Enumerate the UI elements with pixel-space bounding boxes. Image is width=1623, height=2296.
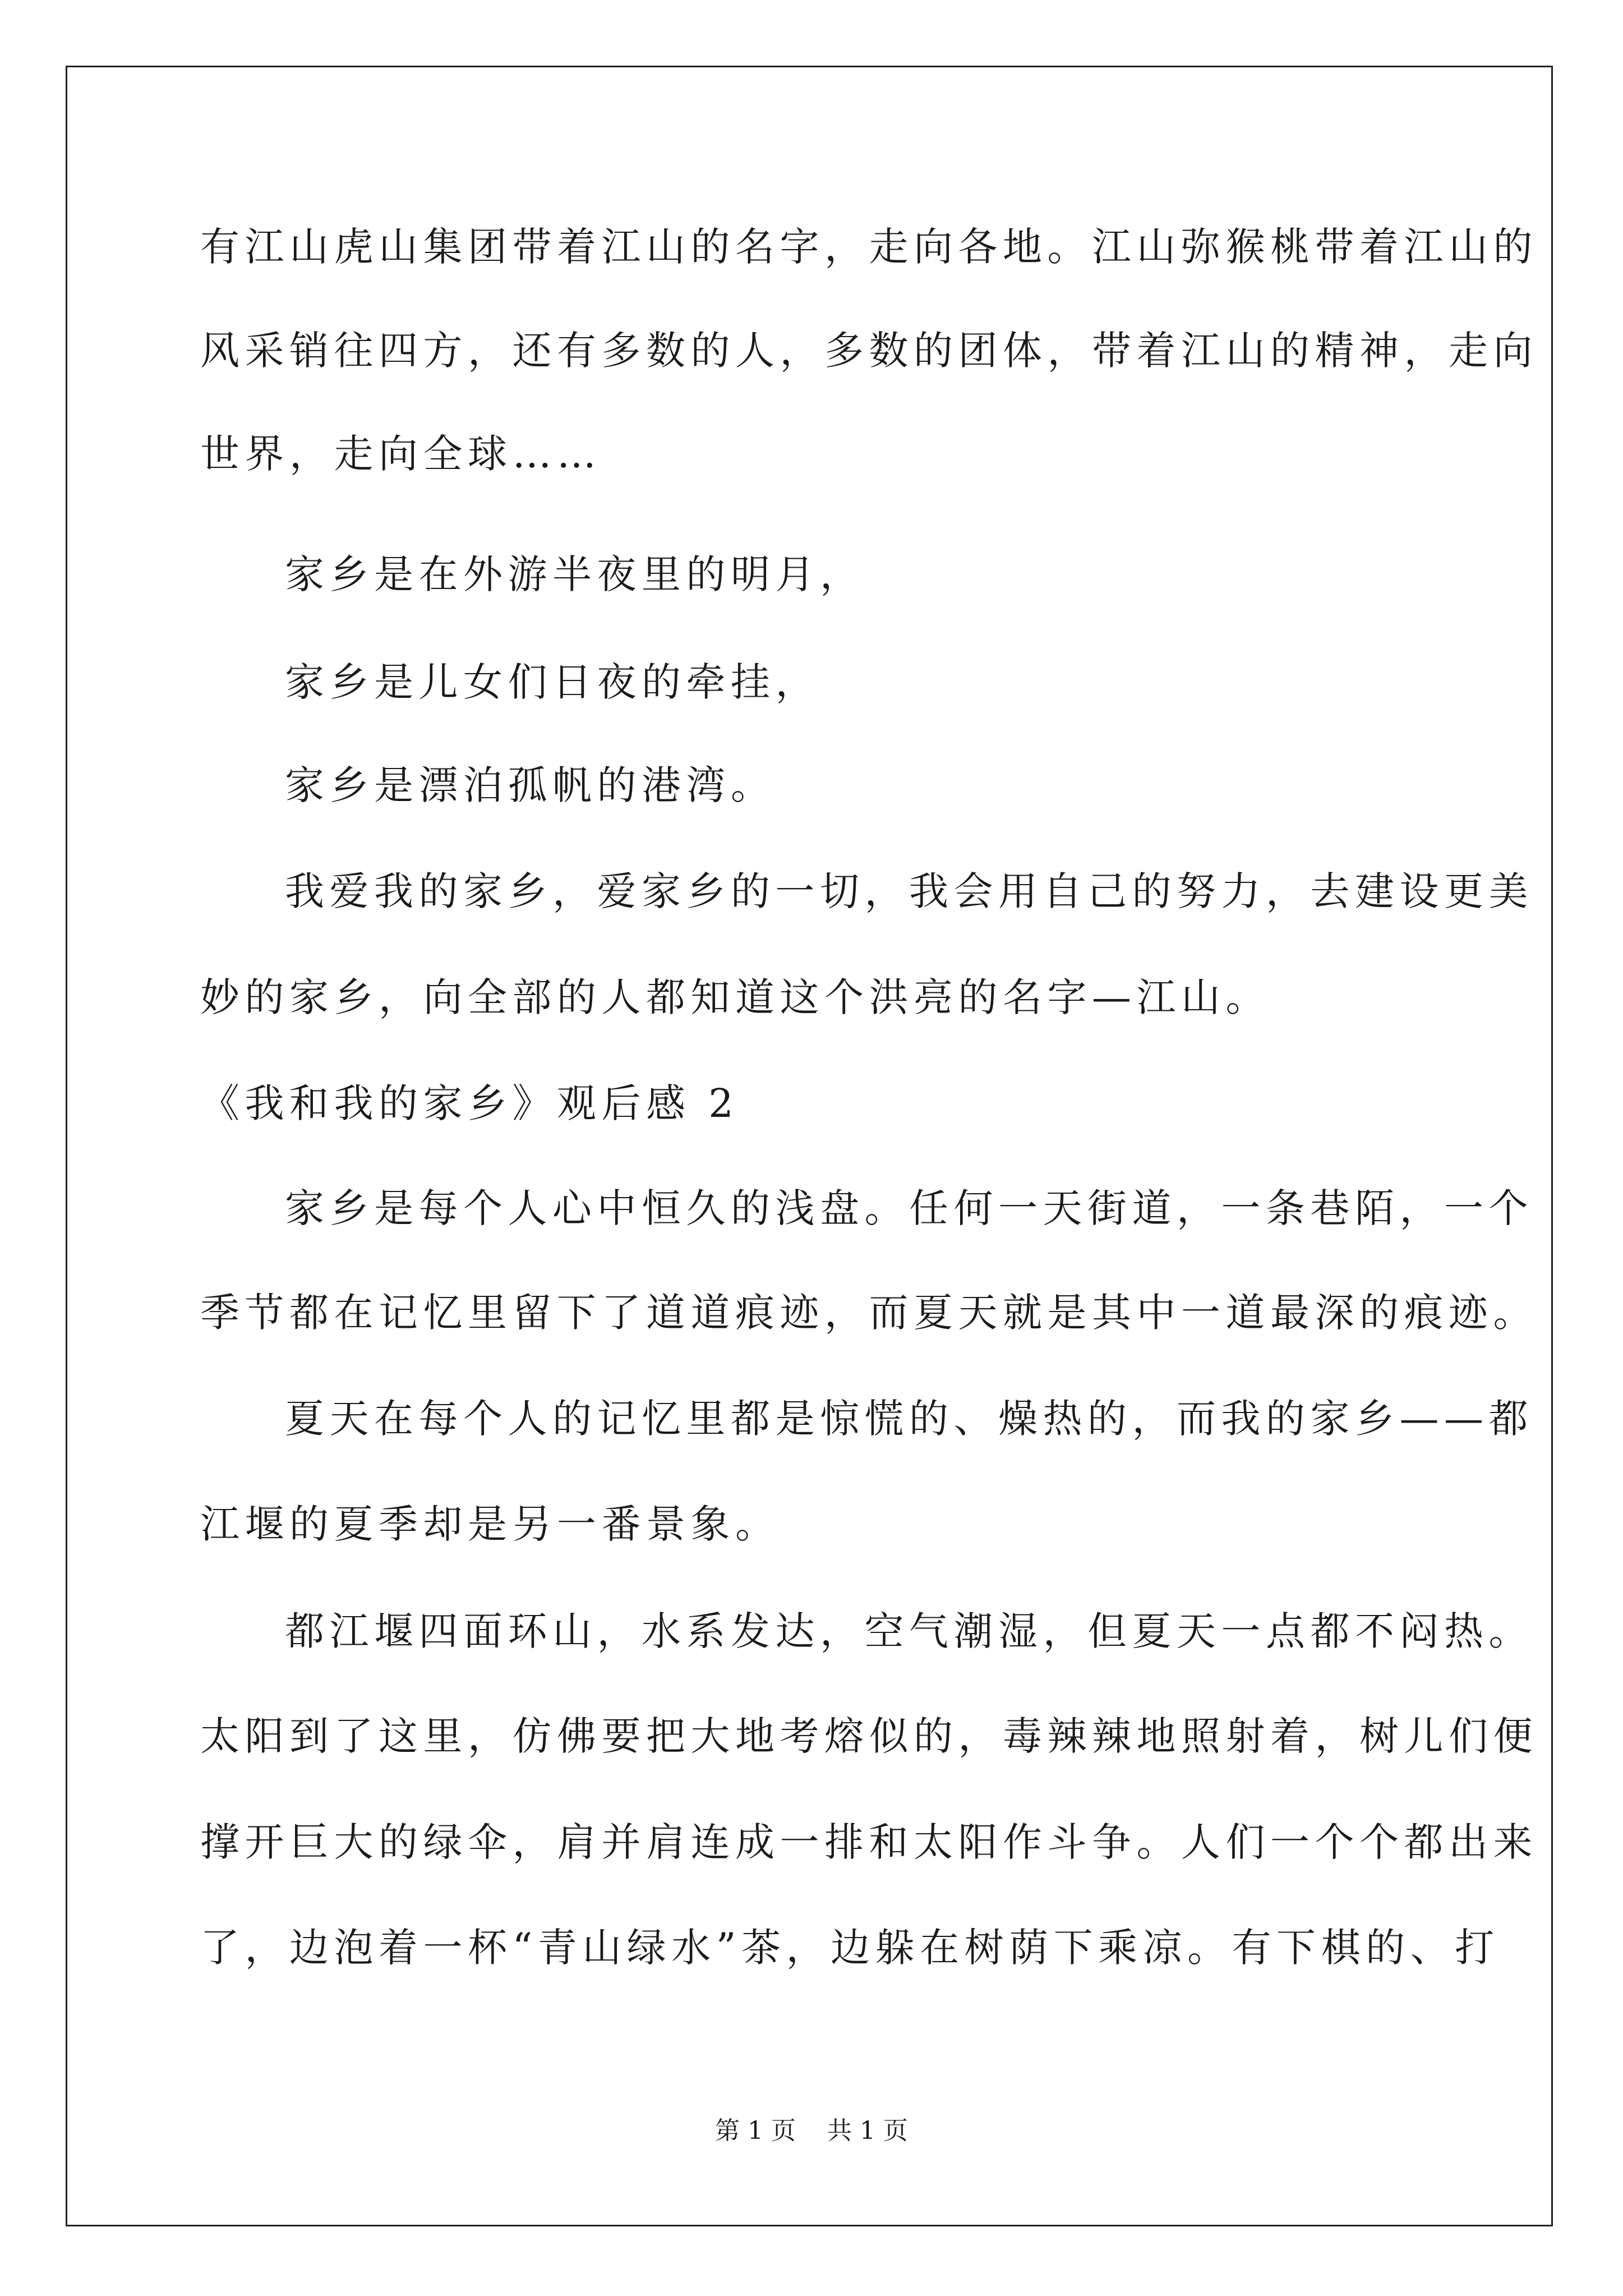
- text-line: 了，边泡着一杯“青山绿水”茶，边躲在树荫下乘凉。有下棋的、打: [200, 1925, 1500, 1971]
- poem-line: 家乡是漂泊孤帆的港湾。: [285, 762, 776, 808]
- text-line: 夏天在每个人的记忆里都是惊慌的、燥热的，而我的家乡——都: [285, 1396, 1533, 1442]
- text-line: 有江山虎山集团带着江山的名字，走向各地。江山弥猴桃带着江山的: [200, 224, 1538, 270]
- text-line: 太阳到了这里，仿佛要把大地考熔似的，毒辣辣地照射着，树儿们便: [200, 1713, 1538, 1759]
- text-line: 家乡是每个人心中恒久的浅盘。任何一天街道，一条巷陌，一个: [285, 1185, 1533, 1231]
- page-footer: 第 1 页 共 1 页: [715, 2116, 908, 2145]
- text-line: 我爱我的家乡，爱家乡的一切，我会用自己的努力，去建设更美: [285, 868, 1533, 914]
- page-border: [66, 66, 1553, 2226]
- text-line: 撑开巨大的绿伞，肩并肩连成一排和太阳作斗争。人们一个个都出来: [200, 1819, 1538, 1865]
- poem-line: 家乡是儿女们日夜的牵挂，: [285, 659, 820, 705]
- text-line: 风采销往四方，还有多数的人，多数的团体，带着江山的精神，走向: [200, 328, 1538, 374]
- text-line: 妙的家乡，向全部的人都知道这个洪亮的名字—江山。: [200, 974, 1270, 1020]
- text-line: 季节都在记忆里留下了道道痕迹，而夏天就是其中一道最深的痕迹。: [200, 1290, 1538, 1336]
- text-line: 世界，走向全球……: [200, 431, 602, 477]
- text-line: 都江堰四面环山，水系发达，空气潮湿，但夏天一点都不闷热。: [285, 1608, 1533, 1654]
- poem-line: 家乡是在外游半夜里的明月，: [285, 551, 865, 597]
- text-line: 江堰的夏季却是另一番景象。: [200, 1501, 780, 1547]
- essay-heading: 《我和我的家乡》观后感 2: [200, 1080, 739, 1126]
